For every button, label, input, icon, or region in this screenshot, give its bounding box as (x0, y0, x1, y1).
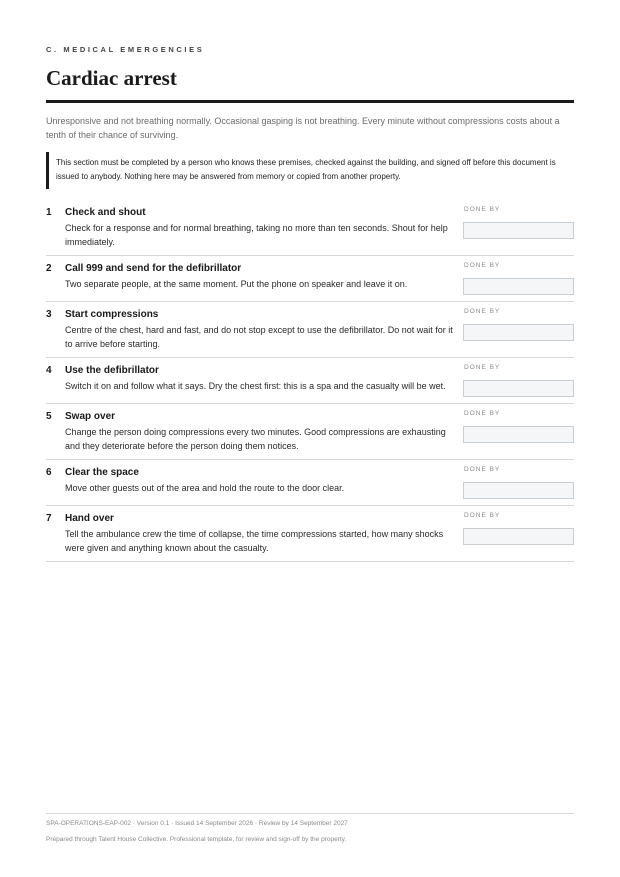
done-by-field[interactable] (463, 278, 574, 295)
step-description: Move other guests out of the area and hold the route to the door clear. (65, 483, 345, 493)
notice-callout (46, 152, 566, 189)
steps-list (46, 200, 574, 562)
step-number: 5 (46, 411, 52, 422)
step-row (46, 200, 574, 256)
done-by-field[interactable] (463, 426, 574, 443)
done-by-label: DONE BY (464, 308, 501, 315)
done-by-field[interactable] (463, 528, 574, 545)
prepared-by-note: Prepared through Talent House Collective. Professional template, for review and sign-off by the property. (46, 836, 347, 843)
step-title: Call 999 and send for the defibrillator (65, 263, 242, 274)
done-by-field[interactable] (463, 324, 574, 341)
step-number: 4 (46, 365, 52, 376)
step-description: Two separate people, at the same moment. Put the phone on speaker and leave it on. (65, 279, 408, 289)
step-row (46, 460, 574, 506)
step-number: 1 (46, 207, 52, 218)
step-description: Change the person doing compressions every two minutes. Good compressions are exhausting and they deteriorate before the person doing them notices. (65, 427, 446, 451)
document-reference: SPA-OPERATIONS-EAP-002 · Version 0.1 · Issued 14 September 2026 · Review by 14 September 2027 (46, 820, 348, 827)
done-by-field[interactable] (463, 222, 574, 239)
step-row (46, 302, 574, 358)
step-title: Use the defibrillator (65, 365, 159, 376)
step-title: Hand over (65, 513, 114, 524)
done-by-label: DONE BY (464, 364, 501, 371)
done-by-label: DONE BY (464, 512, 501, 519)
done-by-field[interactable] (463, 380, 574, 397)
done-by-label: DONE BY (464, 206, 501, 213)
step-description: Tell the ambulance crew the time of collapse, the time compressions started, how many shocks were given and anything known about the casualty. (65, 529, 444, 553)
done-by-field[interactable] (463, 482, 574, 499)
step-title: Swap over (65, 411, 116, 422)
done-by-label: DONE BY (464, 262, 501, 269)
step-number: 7 (46, 513, 52, 524)
step-number: 3 (46, 309, 52, 320)
step-description: Check for a response and for normal breathing, taking no more than ten seconds. Shout for help immediately. (65, 223, 448, 247)
step-title: Start compressions (65, 309, 159, 320)
footer-divider (46, 813, 574, 814)
done-by-label: DONE BY (464, 410, 501, 417)
step-row (46, 256, 574, 302)
step-description: Centre of the chest, hard and fast, and do not stop except to use the defibrillator. Do not wait for it to arrive before starting. (65, 325, 453, 349)
step-number: 2 (46, 263, 52, 274)
step-title: Clear the space (65, 467, 139, 478)
step-title: Check and shout (65, 207, 146, 218)
title-divider (46, 100, 574, 103)
step-row (46, 404, 574, 460)
notice-text: This section must be completed by a person who knows these premises, checked against the building, and signed off before this document is issued to anybody. Nothing here may be answered from memory or copied from another property. (56, 158, 556, 181)
step-row (46, 506, 574, 562)
page-title: Cardiac arrest (46, 66, 177, 90)
step-row (46, 358, 574, 404)
done-by-label: DONE BY (464, 466, 501, 473)
intro-text: Unresponsive and not breathing normally. Occasional gasping is not breathing. Every minute without compressions costs about a tenth of their chance of surviving. (46, 116, 560, 140)
step-description: Switch it on and follow what it says. Dry the chest first: this is a spa and the casualty will be wet. (65, 381, 446, 391)
step-number: 6 (46, 467, 52, 478)
section-label: C. MEDICAL EMERGENCIES (46, 45, 205, 54)
